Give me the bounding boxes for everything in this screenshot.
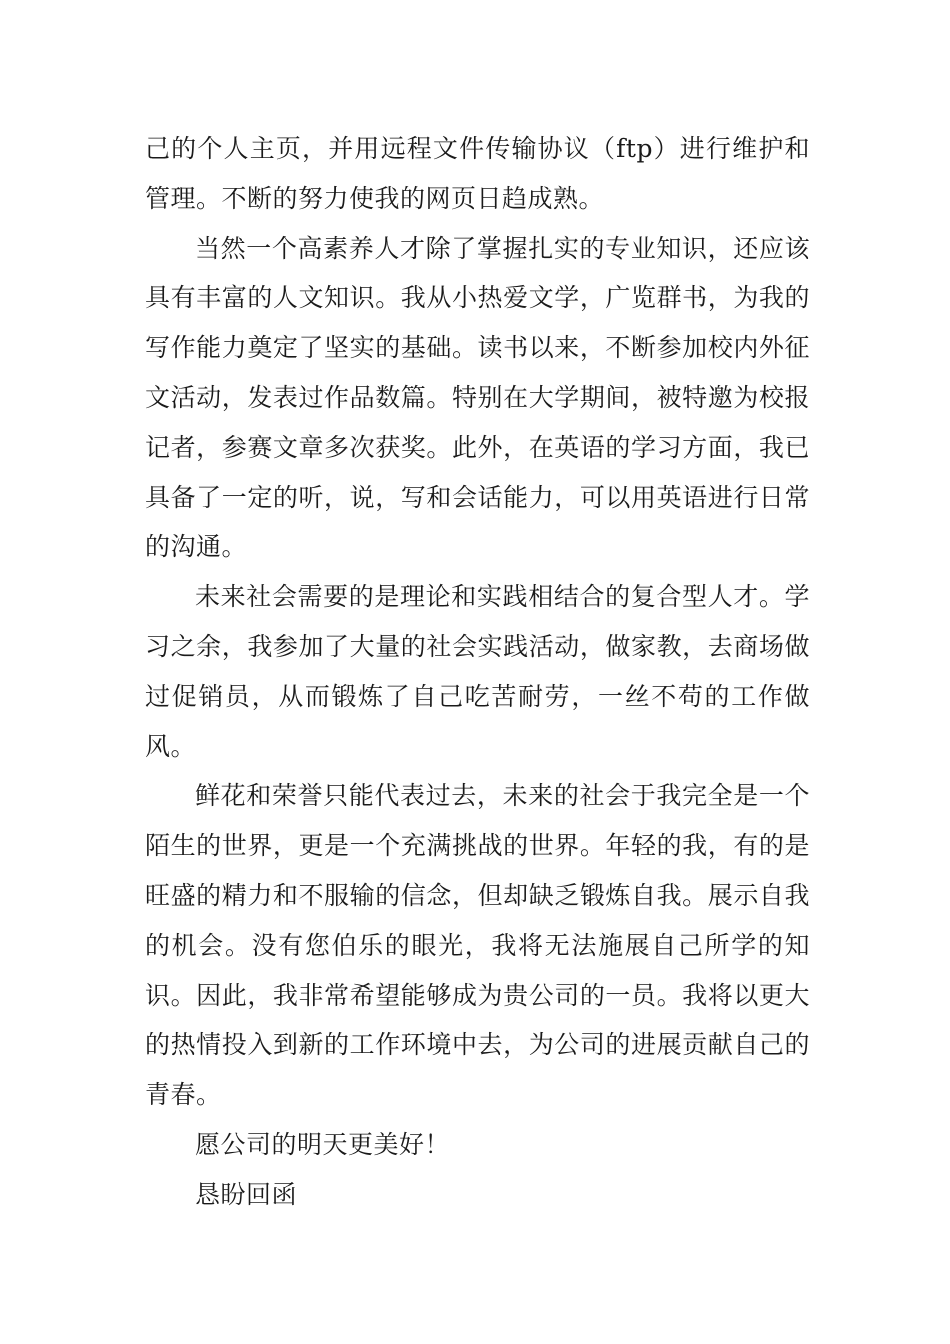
paragraph-closing-wish: 愿公司的明天更美好！: [195, 1129, 451, 1159]
paragraph-humanities-knowledge: 当然一个高素养人才除了掌握扎实的专业知识，还应该具有丰富的人文知识。我从小热爱文学，广览群书，为我的写作能力奠定了坚实的基础。读书以来，不断参加校内外征文活动，发表过作品数篇。特别在大学期间，被特邀为校报记者，参赛文章多次获奖。此外，在英语的学习方面，我已具备了一定的听，说，写和会话能力，可以用英语进行日常的沟通。: [145, 233, 810, 562]
letter-body: [145, 124, 810, 1220]
paragraph-await-reply: 恳盼回函: [195, 1179, 298, 1209]
paragraph-homepage-continued: 己的个人主页，并用远程文件传输协议（ftp）进行维护和管理。不断的努力使我的网页日趋成熟。: [145, 134, 810, 213]
paragraph-social-practice: 未来社会需要的是理论和实践相结合的复合型人才。学习之余，我参加了大量的社会实践活动，做家教，去商场做过促销员，从而锻炼了自己吃苦耐劳，一丝不苟的工作做风。: [145, 582, 810, 761]
paragraph-future-aspiration: 鲜花和荣誉只能代表过去，未来的社会于我完全是一个陌生的世界，更是一个充满挑战的世界。年轻的我，有的是旺盛的精力和不服输的信念，但却缺乏锻炼自我。展示自我的机会。没有您伯乐的眼光，我将无法施展自己所学的知识。因此，我非常希望能够成为贵公司的一员。我将以更大的热情投入到新的工作环境中去，为公司的进展贡献自己的青春。: [145, 781, 810, 1110]
